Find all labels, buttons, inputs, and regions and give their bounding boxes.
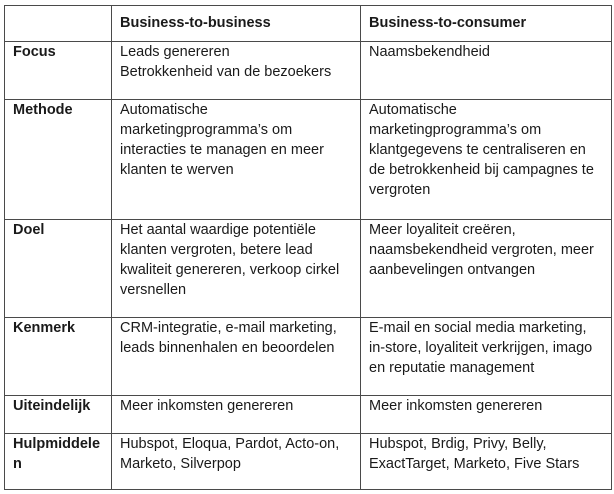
cell-text: Automatische marketingprogramma’s om klantgegevens te centraliseren en de betrokkenheid bij campagnes te vergroten: [369, 102, 594, 198]
table-row: [5, 42, 612, 100]
cell-text: CRM-integratie, e-mail marketing, leads binnenhalen en beoordelen: [120, 320, 337, 356]
cell-text: Meer inkomsten genereren: [120, 398, 294, 414]
cell-text: Leads genereren: [120, 44, 230, 60]
table-row: [5, 100, 612, 220]
row-label-doel: Doel: [5, 220, 112, 318]
cell-b2c-uiteindelijk: [361, 396, 612, 434]
cell-text: Betrokkenheid van de bezoekers: [120, 64, 332, 80]
table-row: [5, 318, 612, 396]
table-row: [5, 396, 612, 434]
comparison-table: [4, 5, 612, 490]
cell-b2b-uiteindelijk: [112, 396, 361, 434]
cell-text: Meer inkomsten genereren: [369, 398, 543, 414]
header-row: [5, 6, 612, 42]
cell-text: E-mail en social media marketing, in-store, loyaliteit verkrijgen, imago en reputatie management: [369, 320, 593, 376]
cell-b2c-kenmerk: [361, 318, 612, 396]
cell-b2b-methode: [112, 100, 361, 220]
cell-b2b-doel: [112, 220, 361, 318]
cell-text: Automatische marketingprogramma’s om interacties te managen en meer klanten te werven: [120, 102, 324, 178]
cell-b2c-methode: [361, 100, 612, 220]
table-body: [5, 42, 612, 490]
row-label-kenmerk: Kenmerk: [5, 318, 112, 396]
cell-text: Naamsbekendheid: [369, 44, 490, 60]
header-cell-b2b: Business-to-business: [112, 6, 361, 42]
row-label-focus: Focus: [5, 42, 112, 100]
cell-b2c-hulpmiddelen: [361, 434, 612, 490]
table-header: [5, 6, 612, 42]
cell-text: Het aantal waardige potentiële klanten vergroten, betere lead kwaliteit genereren, verkoop cirkel versnellen: [120, 222, 340, 298]
cell-b2b-focus: [112, 42, 361, 100]
cell-text: Hubspot, Eloqua, Pardot, Acto-on, Marketo, Silverpop: [120, 436, 340, 472]
cell-text: Meer loyaliteit creëren, naamsbekendheid vergroten, meer aanbevelingen ontvangen: [369, 222, 594, 278]
row-label-methode: Methode: [5, 100, 112, 220]
row-label-uiteindelijk: Uiteindelijk: [5, 396, 112, 434]
row-label-hulpmiddelen: Hulpmiddelen: [5, 434, 112, 490]
cell-b2b-hulpmiddelen: [112, 434, 361, 490]
cell-text: Hubspot, Brdig, Privy, Belly, ExactTarget, Marketo, Five Stars: [369, 436, 580, 472]
cell-b2c-doel: [361, 220, 612, 318]
cell-b2c-focus: [361, 42, 612, 100]
table-row: [5, 220, 612, 318]
header-cell-b2c: Business-to-consumer: [361, 6, 612, 42]
cell-b2b-kenmerk: [112, 318, 361, 396]
header-cell-empty: [5, 6, 112, 42]
table-row: [5, 434, 612, 490]
